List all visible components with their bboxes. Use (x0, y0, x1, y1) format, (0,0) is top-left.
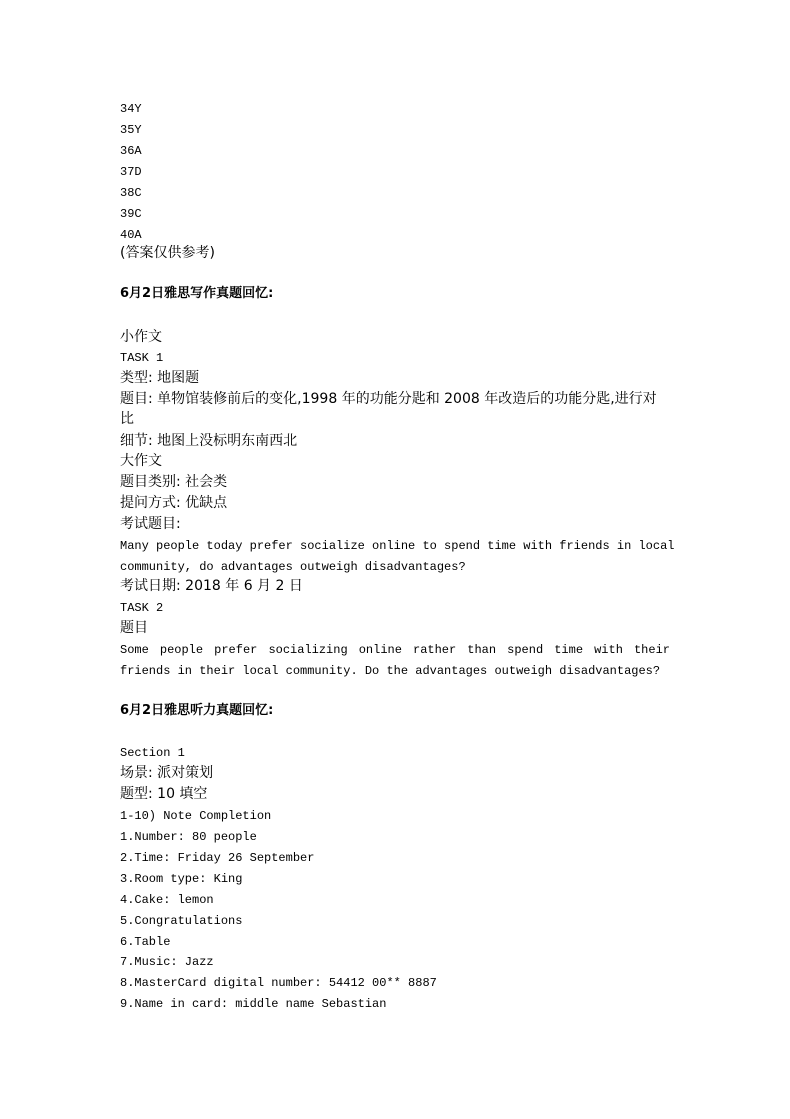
list-item: 3.Room type: King (120, 872, 243, 886)
answer-line: 38C (120, 186, 142, 200)
task2-topic-text-cont: friends in their local community. Do the advantages outweigh disadvantages? (120, 664, 661, 678)
word: with (594, 643, 623, 657)
listening-heading: 6月2日雅思听力真题回忆: (120, 703, 274, 718)
exam-date: 考试日期: 2018 年 6 月 2 日 (120, 578, 303, 594)
task1-topic-cont: 比 (120, 411, 134, 427)
task2-label: TASK 2 (120, 601, 164, 615)
list-item: 4.Cake: lemon (120, 893, 214, 907)
answer-line: 40A (120, 228, 142, 242)
list-item: 1.Number: 80 people (120, 830, 257, 844)
task2-category: 题目类别: 社会类 (120, 474, 228, 490)
task1-topic: 题目: 单物馆装修前后的变化,1998 年的功能分匙和 2008 年改造后的功能分匙,进行对 (120, 391, 657, 407)
list-item: 7.Music: Jazz (120, 955, 214, 969)
task1-detail: 细节: 地图上没标明东南西北 (120, 433, 298, 449)
list-item: 2.Time: Friday 26 September (120, 851, 315, 865)
exam-topic-label: 考试题目: (120, 516, 181, 532)
small-essay-title: 小作文 (120, 329, 162, 345)
answer-line: 35Y (120, 123, 142, 137)
answers-note: (答案仅供参考) (120, 245, 215, 261)
question-type-line: 题型: 10 填空 (120, 786, 208, 802)
answer-line: 36A (120, 144, 142, 158)
task2-question-style: 提问方式: 优缺点 (120, 495, 228, 511)
list-item: 8.MasterCard digital number: 54412 00** 8887 (120, 976, 437, 990)
task1-label: TASK 1 (120, 351, 164, 365)
note-completion-heading: 1-10) Note Completion (120, 809, 272, 823)
word: socializing (268, 643, 348, 657)
section-label: Section 1 (120, 746, 185, 760)
answer-line: 34Y (120, 102, 142, 116)
word: rather (413, 643, 457, 657)
task2-topic-text (120, 642, 670, 658)
answer-line: 39C (120, 207, 142, 221)
scene-line: 场景: 派对策划 (120, 765, 214, 781)
word: spend (507, 643, 544, 657)
word: than (467, 643, 497, 657)
list-item: 6.Table (120, 935, 171, 949)
list-item: 5.Congratulations (120, 914, 243, 928)
exam-topic-text: Many people today prefer socialize online to spend time with friends in local (120, 539, 675, 553)
word: time (554, 643, 584, 657)
list-item: 9.Name in card: middle name Sebastian (120, 997, 387, 1011)
word: their (633, 643, 670, 657)
exam-topic-text-cont: community, do advantages outweigh disadvantages? (120, 560, 466, 574)
word: prefer (214, 643, 258, 657)
big-essay-title: 大作文 (120, 453, 162, 469)
word: people (159, 643, 204, 657)
writing-heading: 6月2日雅思写作真题回忆: (120, 286, 274, 301)
task1-type: 类型: 地图题 (120, 370, 200, 386)
task2-topic-label: 题目 (120, 620, 148, 636)
answer-line: 37D (120, 165, 142, 179)
word: Some (120, 643, 149, 657)
word: online (358, 643, 402, 657)
